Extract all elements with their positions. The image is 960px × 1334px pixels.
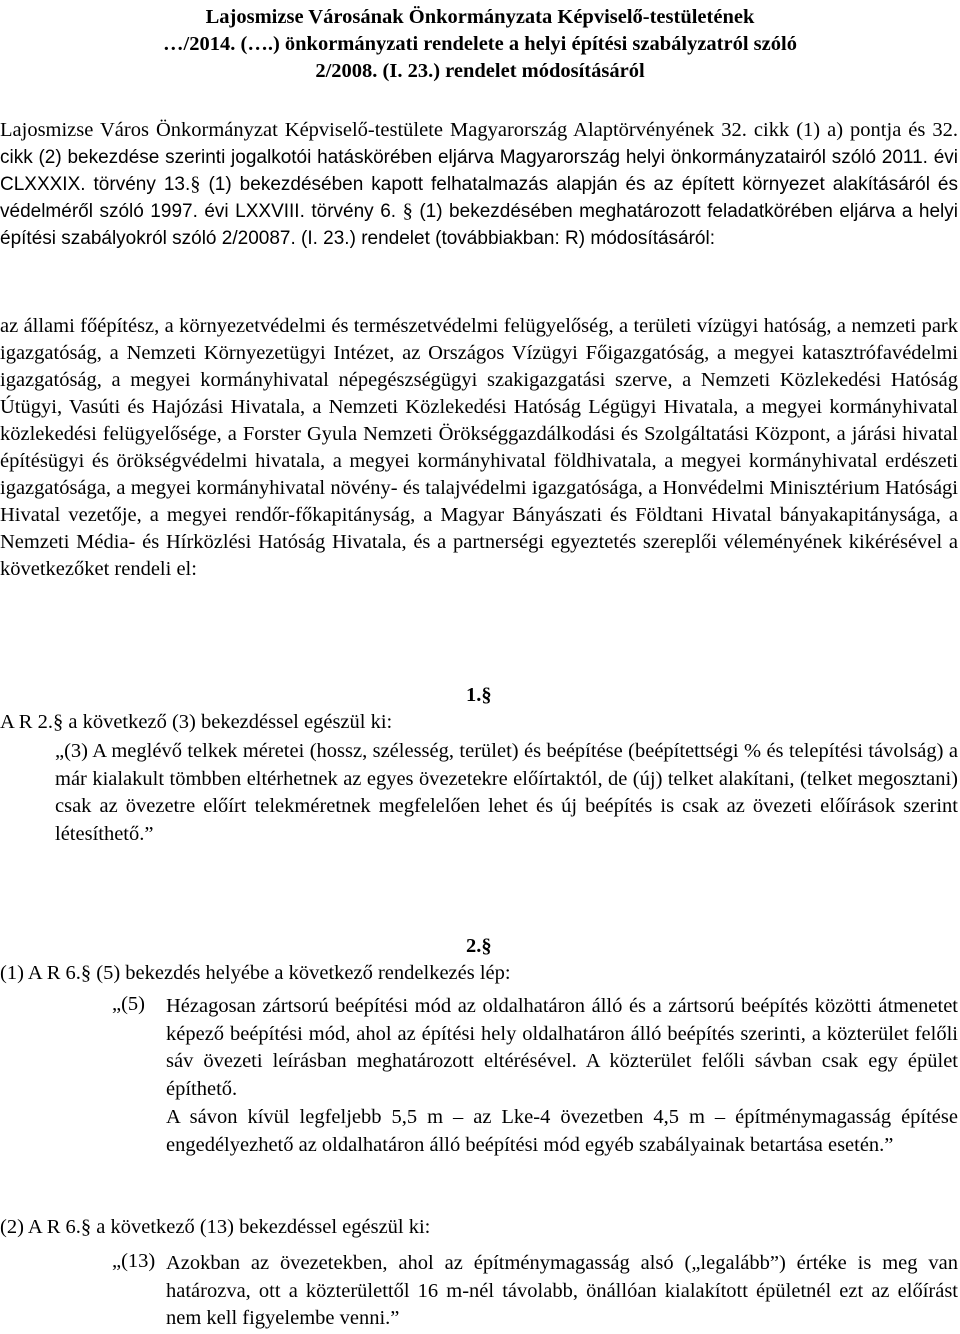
consultation-paragraph: az állami főépítész, a környezetvédelmi és természetvédelmi felügyelőség, a területi vízügyi hatóság, a nemzeti park igazgatóság, a Nemzeti Környezetügyi Intézet, az Országos Vízügyi Főigazgatóság, a megyei katasztrófavédelmi igazgatóság, a megyei kormányhivatal népegészségügyi szakigazgatási szerve, a Nemzeti Közlekedési Hatóság Útügyi, Vasúti és Hajózási Hivatala, a Nemzeti Közlekedési Hatóság Légügyi Hivatala, a megyei kormányhivatal közlekedési felügyelősége, a Forster Gyula Nemzeti Örökséggazdálkodási és Szolgáltatási Központ, a járási hivatal építésügyi és örökségvédelmi hivatala, a megyei kormányhivatal földhivatala, a megyei kormányhivatal erdészeti igazgatósága, a megyei kormányhivatal növény- és talajvédelmi igazgatósága, a Honvédelmi Minisztérium Hatósági Hivatal vezetője, a megyei rendőr-főkapitányság, a Magyar Bányászati és Földtani Hivatal bányakapitánysága, a Nemzeti Média- és Hírközlési Hatóság Hivatala, és a partnerségi egyeztetés szereplői véleményének kikérésével a következőket rendeli el: — [0, 315, 958, 580]
section-1-quote: „(3) A meglévő telkek méretei (hossz, szélesség, terület) és beépítése (beépítettségi % és telepítési távolság) a már kialakult tömbben eltérhetnek az egyes övezetekre előírtaktól, de (új) telket alakítani, (telket megosztani) csak az övezetre előírt telekméretnek megfelelően lehet és új beépítés is csak az övezeti előírások szerint létesíthető.” — [55, 740, 958, 845]
section-2-p1-intro-text: (5) bekezdés helyébe a következő rendelkezés lép: — [91, 962, 511, 984]
title-line-2: …/2014. (….) önkormányzati rendelete a helyi építési szabályzatról szóló — [163, 33, 797, 55]
document-title — [0, 4, 960, 85]
preamble-text-4: (1) bekezdésében meghatározott feladatkörében eljárva a helyi építési szabályokról szóló 2/20087. (I. 23.) rendelet (továbbiakban: R) módosításáról: — [0, 201, 958, 249]
section-1-intro — [0, 711, 392, 734]
section-1-heading — [466, 684, 492, 707]
section-sign-icon: § — [481, 684, 492, 706]
section-2-p1-text-2: A sávon kívül legfeljebb 5,5 m – az Lke-4 övezetben 4,5 m – építménymagasság építése engedélyezhető az oldalhatáron álló beépítési mód egyéb szabályainak betartása esetén.” — [166, 1106, 958, 1156]
section-2-p1-text-1: Hézagosan zártsorú beépítési mód az oldalhatáron álló és a zártsorú beépítés közötti átmenetet képező beépítési mód, ahol az építési hely oldalhatáron álló beépítés szerinti, a közterület felőli sáv övezeti leírásban meghatározott eltérésével. A közterület felőli sávban csak egy épület építhető. — [166, 995, 958, 1100]
section-sign-icon: § — [402, 200, 413, 222]
section-2-number: 2. — [466, 935, 482, 957]
section-sign-icon: § — [190, 173, 201, 195]
section-2-p1-intro — [0, 962, 511, 985]
title-line-3: 2/2008. (I. 23.) rendelet módosításáról — [315, 60, 645, 82]
section-1-number: 1. — [466, 684, 482, 706]
section-sign-icon: § — [80, 1216, 92, 1238]
section-2-p1-ref: (1) A R 6. — [0, 962, 81, 984]
section-2-heading — [466, 935, 492, 958]
section-2-p2-text: Azokban az övezetekben, ahol az építménymagasság alsó („legalább”) értéke is meg van határozva, ott a közterülettől 16 m-nél távolabb, önállóan kialakított épületnél ezt az előírást nem kell figyelembe venni.” — [166, 1252, 958, 1329]
section-2-p1-label: „(5) — [112, 993, 146, 1015]
section-2-p2-label: „(13) — [112, 1250, 156, 1272]
section-2-p2-intro-text: a következő (13) bekezdéssel egészül ki: — [91, 1216, 431, 1238]
preamble-text-3: (1) bekezdésében kapott felhatalmazás alapján és az épített környezet alakításáról és védelméről szóló 1997. évi LXXVIII. törvény 6. — [0, 174, 958, 222]
section-2-p2-intro — [0, 1216, 430, 1239]
title-line-1: Lajosmizse Városának Önkormányzata Képviselő-testületének — [205, 6, 755, 28]
section-sign-icon: § — [481, 935, 492, 957]
section-1-intro-text: a következő (3) bekezdéssel egészül ki: — [63, 711, 393, 733]
preamble-text-2: cikk (2) bekezdése szerinti jogalkotói hatáskörében eljárva Magyarország helyi önkormányzatairól szóló 2011. évi CLXXXIX. törvény 13. — [0, 147, 958, 195]
section-sign-icon: § — [80, 962, 92, 984]
preamble-text-1: Lajosmizse Város Önkormányzat Képviselő-testülete Magyarország Alaptörvényének 32. cikk (1) a) pontja és 32. — [0, 119, 958, 141]
section-2-p2-ref: (2) A R 6. — [0, 1216, 81, 1238]
section-sign-icon: § — [52, 711, 64, 733]
section-1-intro-ref: A R 2. — [0, 711, 53, 733]
preamble-paragraph — [0, 117, 958, 252]
